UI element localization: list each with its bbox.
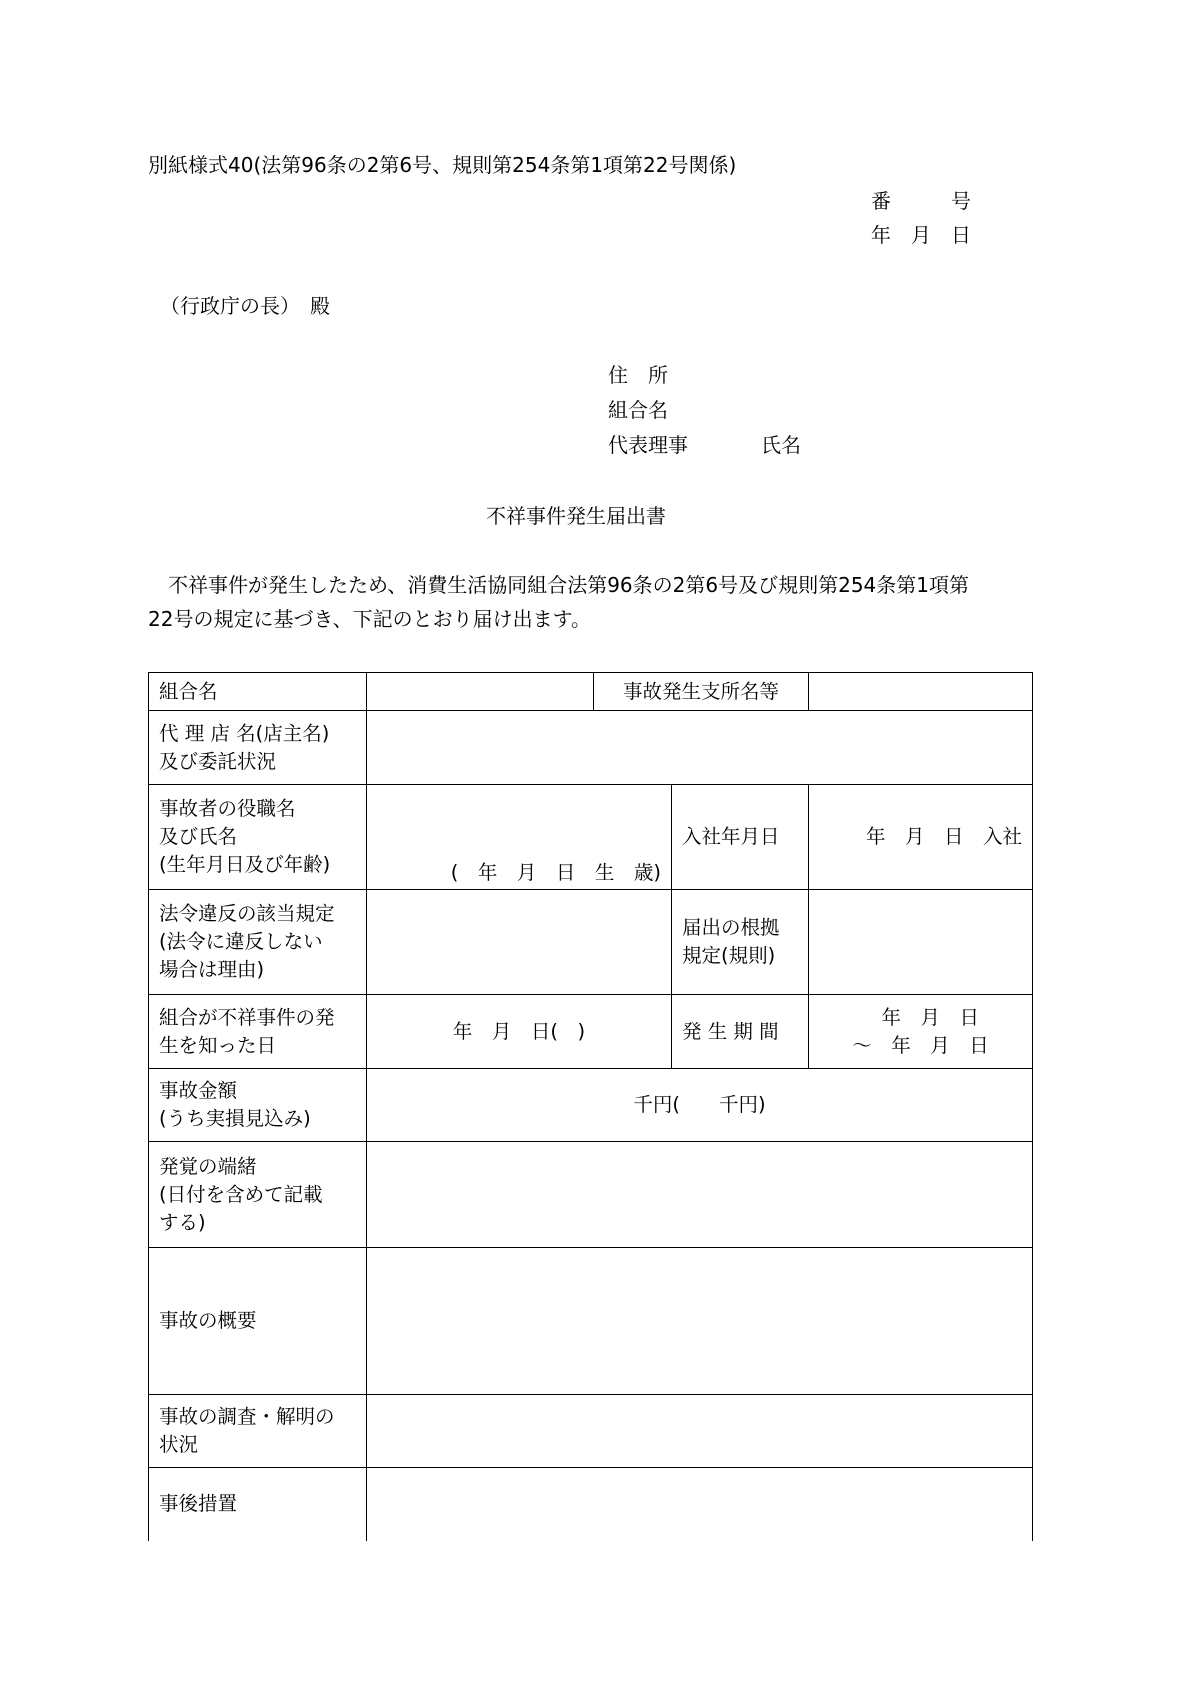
summary-field[interactable]	[367, 1248, 1033, 1395]
basis-field[interactable]	[809, 890, 1033, 995]
known-date-label: 組合が不祥事件の発 生を知った日	[149, 995, 367, 1069]
form-reference: 別紙様式40(法第96条の2第6号、規則第254条第1項第22号関係)	[148, 153, 737, 177]
discovery-field[interactable]	[367, 1142, 1033, 1248]
body-text-line-1: 不祥事件が発生したため、消費生活協同組合法第96条の2第6号及び規則第254条第1項第	[148, 573, 969, 597]
hire-date-label: 入社年月日	[672, 785, 809, 890]
period-field[interactable]: 年 月 日 ～ 年 月 日	[809, 995, 1033, 1069]
investigation-label: 事故の調査・解明の 状況	[149, 1395, 367, 1468]
sender-address-label: 住 所	[608, 363, 668, 387]
amount-field[interactable]: 千円( 千円)	[367, 1069, 1033, 1142]
sender-name-label: 氏名	[761, 433, 801, 457]
followup-field[interactable]	[367, 1468, 1033, 1541]
person-field[interactable]	[367, 785, 672, 890]
union-name-field[interactable]	[367, 673, 594, 711]
summary-label: 事故の概要	[149, 1248, 367, 1395]
agent-label: 代 理 店 名(店主名) 及び委託状況	[149, 711, 367, 785]
union-name-label: 組合名	[149, 673, 367, 711]
followup-label: 事後措置	[149, 1468, 367, 1541]
document-number-label: 番 号	[871, 189, 971, 213]
sender-representative-label: 代表理事	[608, 433, 688, 457]
body-text-line-2: 22号の規定に基づき、下記のとおり届け出ます。	[148, 607, 592, 631]
investigation-field[interactable]	[367, 1395, 1033, 1468]
period-label: 発 生 期 間	[672, 995, 809, 1069]
document-date-label: 年 月 日	[871, 223, 971, 247]
basis-label: 届出の根拠 規定(規則)	[672, 890, 809, 995]
discovery-label: 発覚の端緒 (日付を含めて記載 する)	[149, 1142, 367, 1248]
report-form-table	[148, 672, 1033, 1541]
hire-date-field[interactable]: 年 月 日 入社	[809, 785, 1033, 890]
birth-date-placeholder: ( 年 月 日 生 歳)	[450, 861, 661, 884]
amount-label: 事故金額 (うち実損見込み)	[149, 1069, 367, 1142]
branch-name-label: 事故発生支所名等	[594, 673, 809, 711]
addressee: （行政庁の長） 殿	[160, 294, 330, 318]
person-label: 事故者の役職名 及び氏名 (生年月日及び年齢)	[149, 785, 367, 890]
agent-field[interactable]	[367, 711, 1033, 785]
violation-field[interactable]	[367, 890, 672, 995]
branch-name-field[interactable]	[809, 673, 1033, 711]
sender-union-name-label: 組合名	[608, 398, 668, 422]
document-title: 不祥事件発生届出書	[486, 504, 666, 528]
known-date-field[interactable]: 年 月 日( )	[367, 995, 672, 1069]
violation-label: 法令違反の該当規定 (法令に違反しない 場合は理由)	[149, 890, 367, 995]
